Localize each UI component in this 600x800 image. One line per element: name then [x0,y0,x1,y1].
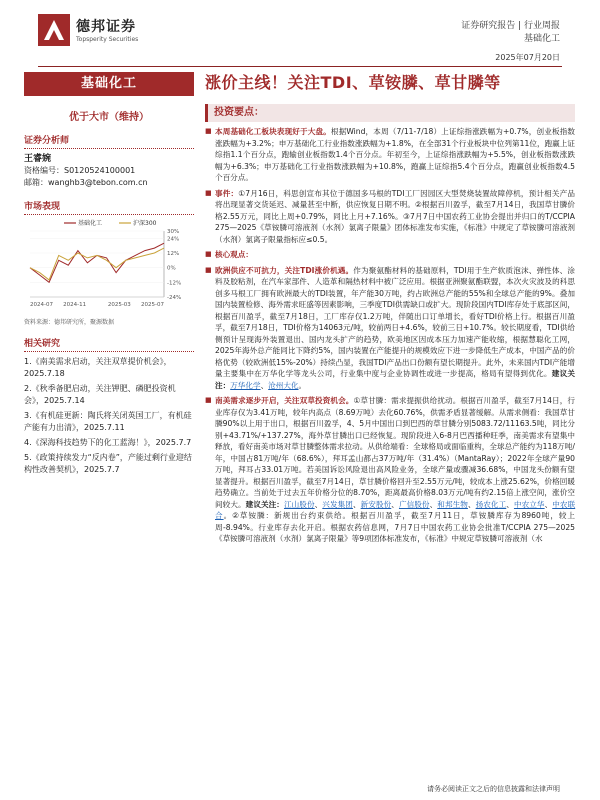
paragraph-text: ①7月16日，科思创宣布其位于德国多马根的TDI工厂因园区大型焚烧装置故障停机，预计相关产品将出现显著交货延迟、减量甚至中断，供应恢复日期不明。②根据百川盈孚，截至7月14日，我国草甘膦价格2.55万元，同比上周+0.79%，同比上月+7.16%。③7月7日中国农药工业协会提出并归口的T/CCPIA 275—2025《草铵膦可溶液剂（水剂）氯离子限量》团体标准发布实施，《标准》中规定了草铵膦可溶液剂（水剂）氯离子限量指标应≤0.5。 [215,188,575,244]
paragraph-lead: 南美需求逐步开启，关注双草投资机会。 [215,396,354,405]
report-type: 证券研究报告 | 行业周报 [461,21,560,31]
analyst-name: 王睿婉 [24,154,52,164]
stock-link[interactable]: 沧州大化 [268,380,299,390]
y-tick-label: -24% [167,295,182,301]
stock-link[interactable]: 江山股份 [283,499,315,509]
market-chart-svg [24,217,194,317]
analyst-cert: 资格编号：S0120524100001 [24,166,136,175]
analyst-heading: 证券分析师 [24,133,194,149]
header-divider [38,66,562,67]
recommend-label: 建议关注： [215,369,576,390]
paragraph-events [205,188,575,246]
main-content [205,72,575,549]
report-body [205,126,575,545]
paragraph-market [205,126,575,184]
paragraph-core-view [205,249,575,261]
brand-name-en: Topsperity Securities [76,36,139,43]
sidebar [24,72,194,772]
analyst-info [24,153,194,189]
paragraph-text: 根据Wind，本周（7/11-7/18）上证综指涨跌幅为+0.7%，创业板指数涨跌幅为+3.2%；申万基础化工行业指数涨跌幅为+1.8%，在全部31个行业板块中位列第11位，跑赢上证综指1.1个百分点，跑输创业板指数1.4个百分点。年初至今，上证综指涨跌幅为+5.5%，创业板指数涨跌幅为+6.3%；申万基础化工行业指数涨跌幅为+10.8%，跑赢上证综指5.4个百分点，跑赢创业板指数4.5个百分点。 [215,127,575,182]
related-report[interactable]: 3.《有机硅更新：陶氏将关闭英国工厂，有机硅产能有力出清》，2025.7.11 [24,411,192,432]
x-tick-label: 2024-07 [30,302,53,308]
y-tick-label: 30% [167,229,180,235]
related-report[interactable]: 5.《政策持续发力“反内卷”，产能过剩行业迎结构性改善契机》，2025.7.7 [24,453,192,474]
stock-link[interactable]: 中农联合 [215,499,576,520]
chart-source: 资料来源：德邦研究所，聚源数据 [24,319,115,326]
stock-link[interactable]: 和邦生物 [437,499,468,509]
report-industry: 基础化工 [523,34,560,44]
stock-link[interactable]: 扬农化工 [475,499,507,509]
rating: 优于大市（维持） [69,112,149,123]
key-points-heading: 投资要点： [205,104,575,122]
related-heading: 相关研究 [24,336,194,352]
legend-label: 沪深300 [133,220,157,227]
x-tick-label: 2025-03 [107,302,131,308]
report-title: 涨价主线！关注TDI、草铵膦、草甘膦等 [205,73,501,92]
stock-link[interactable]: 新安股份 [360,499,392,509]
page-header [0,0,600,70]
market-heading: 市场表现 [24,199,194,215]
sector-banner: 基础化工 [24,72,194,96]
brand-logo-icon [38,14,70,46]
analyst-email[interactable]: 邮箱：wanghb3@tebon.com.cn [24,178,148,187]
paragraph-text: 作为聚氨酯材料的基础原料，TDI用于生产软质泡沫、弹性体、涂料及胶粘剂，在汽车家部件、人造革和隔热材料中被广泛应用。根据亚洲聚氨酯联盟，本次火灾波及的科思创多马根工厂拥有欧洲最大的TDI装置，年产能30万吨，约占欧洲总产能的55%和全球总产能的9%。叠加国内装置检修、海外需求旺盛等因素影响，三季度TDI供需缺口或扩大。现阶段国内TDI库存处于底部区间，根据百川盈孚，截至7月18日，工厂库存仅1.2万吨，伴随出口订单增长，看好TDI价格上行。根据百川盈孚，截至7月18日，TDI价格为14063元/吨，较前两日+4.6%，较前三日+10.7%。较长期度看，TDI供给侧预计呈现海外装置退出、国内龙头扩产的趋势，欧美地区因成本压力加速产能收缩，根据慧聪化工网，2025年海外总产能同比下降约5%，国内装置在产能提升的规模效应下进一步降低生产成本，中国产品的价格优势（较欧洲低15%-20%）持续凸显，我国TDI产品出口份额有望长期提升。此外，未来国内TDI产能增量主要集中在万华化学等龙头公司，行业集中度与企业协调性或进一步提高，格局有望得到优化。 [215,265,575,378]
paragraph-text: ②草铵膦：新规出台约束供给。根据百川盈孚，截至7月11日，草铵膦库存为8960吨，较上周-8.94%。行业库存去化开启。根据农药信息网，7月7日中国农药工业协会批准T/CCPIA 275—2025《草铵膦可溶液剂（水剂）氯离子限量》等9项团体标准发布，《标准》中规定草铵膦可溶液剂（水 [215,511,576,543]
report-meta [461,20,560,46]
stock-link[interactable]: 广信股份 [398,499,430,509]
y-tick-label: -12% [167,280,182,287]
paragraph-lead: 欧洲供应不可抗力，关注TDI涨价机遇。 [215,265,354,275]
footer-disclaimer: 请务必阅读正文之后的信息披露和法律声明 [427,785,560,793]
y-tick-label: 12% [167,251,180,257]
stock-link[interactable]: 中农立华 [513,499,545,509]
related-list [24,356,194,476]
paragraph-herbicide: ■ 南美需求逐步开启，关注双草投资机会。①草甘膦：需求提振供给扰动。根据百川盈孚，截至7月14日，行业库存仅为3.41万吨，较年内高点（8.69万吨）去化60.76%，供需矛盾显著缓解。从需求侧看：我国草甘膦90%以上用于出口，根据百川盈孚，4、5月中国出口到巴西的草甘膦分别5083.72/11163.5吨，同比分别+43.71%/+137.27%，海外草甘膦出口已经恢复。现阶段进入6-8月巴西播种旺季，南美需求有望集中释放，看好南美市场对草甘膦整体需求拉动。从供给端看：全球格局或面临重构，全球总产能约为118万吨/年，中国占81万吨/年（68.6%），拜耳孟山都占37万吨/年（31.4%）（MantaRay）；2022年全球产量90万吨，拜耳占33.01万吨。若美国诉讼风险退出高风险业务，全球产量或骤减36.68%，中国龙头份额有望显著提升。根据百川盈孚，截至7月14日，草甘膦价格回升至2.55万元/吨，较成本上涨25.62%，价格回暖趋势确立。当前处于过去五年价格分位的8.70%，距离最高价格8.03万元/吨有约2.15倍上涨空间，涨价空间较大。建议关注：江山股份、兴发集团、新安股份、广信股份、和邦生物、扬农化工、中农立华、中农联合。②草铵膦：新规出台约束供给。根据百川盈孚，截至7月11日，草铵膦库存为8960吨，较上周-8.94%。行业库存去化开启。根据农药信息网，7月7日中国农药工业协会批准T/CCPIA 275—2025《草铵膦可溶液剂（水剂）氯离子限量》等9项团体标准发布，《标准》中规定草铵膦可溶液剂（水 [205,395,575,545]
related-report[interactable]: 1.《南美需求启动，关注双草提价机会》，2025.7.18 [24,357,172,378]
related-report[interactable]: 2.《秋季备肥启动，关注钾肥、磷肥投资机会》，2025.7.14 [24,384,176,405]
y-tick-label: 24% [167,236,180,243]
related-report[interactable]: 4.《深海科技趋势下的化工蓝海！》，2025.7.7 [24,438,192,447]
y-tick-label: 0% [167,265,176,272]
stock-link[interactable]: 兴发集团 [322,499,353,509]
paragraph-tdi: ■ 欧洲供应不可抗力，关注TDI涨价机遇。作为聚氨酯材料的基础原料，TDI用于生产软质泡沫、弹性体、涂料及胶粘剂，在汽车家部件、人造革和隔热材料中被广泛应用。根据亚洲聚氨酯联盟，本次火灾波及的科思创多马根工厂拥有欧洲最大的TDI装置，年产能30万吨，约占欧洲总产能的55%和全球总产能的9%。叠加国内装置检修、海外需求旺盛等因素影响，三季度TDI供需缺口或扩大。现阶段国内TDI库存处于底部区间，根据百川盈孚，截至7月18日，工厂库存仅1.2万吨，伴随出口订单增长，看好TDI价格上行。根据百川盈孚，截至7月18日，TDI价格为14063元/吨，较前两日+4.6%，较前三日+10.7%。较长期度看，TDI供给侧预计呈现海外装置退出、国内龙头扩产的趋势，欧美地区因成本压力加速产能收缩，根据慧聪化工网，2025年海外总产能同比下降约5%，国内装置在产能提升的规模效应下进一步降低生产成本，中国产品的价格优势（较欧洲低15%-20%）持续凸显，我国TDI产品出口份额有望长期提升。此外，未来国内TDI产能增量主要集中在万华化学等龙头公司，行业集中度与企业协调性或进一步提高，格局有望得到优化。建议关注：万华化学、沧州大化。 [205,265,575,392]
report-date: 2025年07月20日 [495,53,560,62]
paragraph-text: ①草甘膦：需求提振供给扰动。根据百川盈孚，截至7月14日，行业库存仅为3.41万吨，较年内高点（8.69万吨）去化60.76%，供需矛盾显著缓解。从需求侧看：我国草甘膦90%以上用于出口，根据百川盈孚，4、5月中国出口到巴西的草甘膦分别5083.72/11163.5吨，同比分别+43.71%/+137.27%，海外草甘膦出口已经恢复。现阶段进入6-8月巴西播种旺季，南美需求有望集中释放，看好南美市场对草甘膦整体需求拉动。从供给端看：全球格局或面临重构，全球总产能约为118万吨/年，中国占81万吨/年（68.6%），拜耳孟山都占37万吨/年（31.4%）（MantaRay）；2022年全球产量90万吨，拜耳占33.01万吨。若美国诉讼风险退出高风险业务，全球产量或骤减36.68%，中国龙头份额有望显著提升。根据百川盈孚，截至7月14日，草甘膦价格回升至2.55万元/吨，较成本上涨25.62%，价格回暖趋势确立。当前处于过去五年价格分位的8.70%，距离最高价格8.03万元/吨有约2.15倍上涨空间，涨价空间较大。 [215,396,575,509]
paragraph-lead: 核心观点： [215,250,253,259]
market-chart [24,217,194,317]
x-tick-label: 2024-11 [63,302,87,308]
x-tick-label: 2025-07 [141,302,164,308]
paragraph-lead: 本周基础化工板块表现好于大盘。 [215,127,331,136]
brand-name-cn: 德邦证券 [76,19,136,35]
legend-label: 基础化工 [78,220,103,227]
paragraph-lead: 事件： [215,188,239,198]
recommend-label: 建议关注： [245,499,284,509]
stock-link[interactable]: 万华化学 [230,380,261,390]
